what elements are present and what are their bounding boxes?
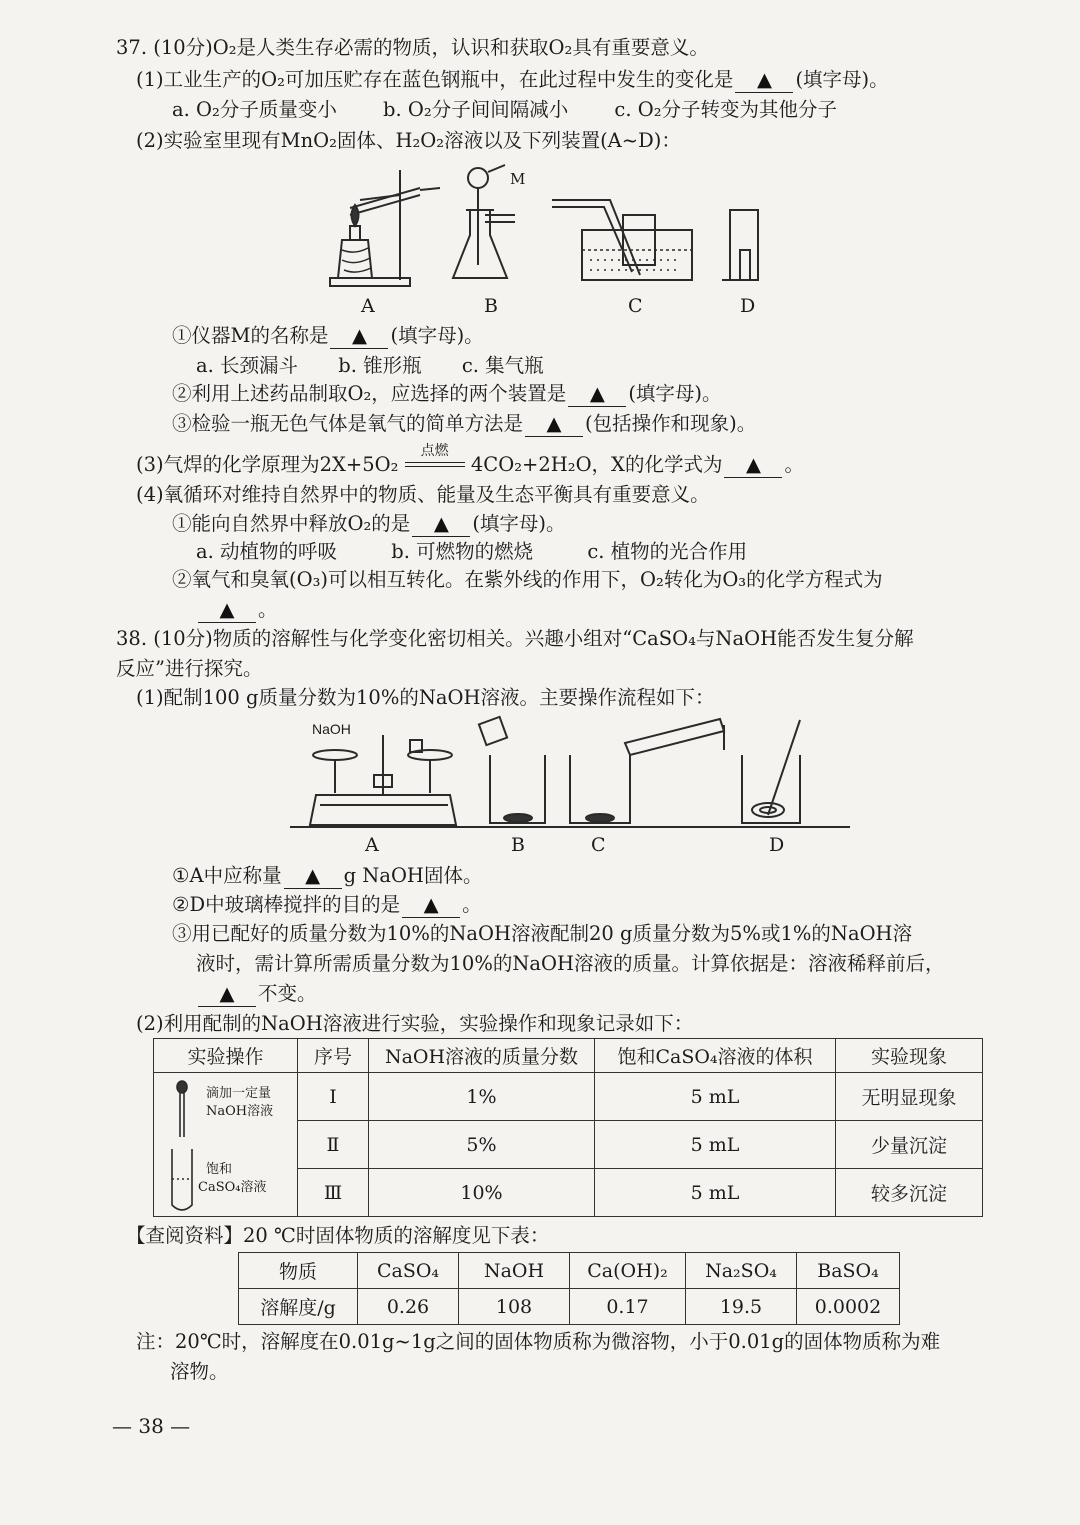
option-c: c. O₂分子转变为其他分子 <box>614 98 838 121</box>
table-header: Na₂SO₄ <box>686 1253 797 1289</box>
q37-part4-sub1: ①能向自然界中释放O₂的是 ▲ (填字母)。 <box>172 512 566 535</box>
table-row <box>239 1289 900 1325</box>
note-line2: 溶物。 <box>170 1360 229 1383</box>
apparatus-label-d: D <box>740 295 756 317</box>
q37-part2: (2)实验室里现有MnO₂固体、H₂O₂溶液以及下列装置(A~D)： <box>136 129 681 152</box>
answer-blank[interactable]: ▲ <box>724 453 782 478</box>
table-header: 序号 <box>298 1039 369 1073</box>
table-cell: 少量沉淀 <box>836 1121 983 1169</box>
procedure-label-a: A <box>365 834 379 856</box>
table-cell: 10% <box>369 1169 595 1217</box>
answer-blank[interactable]: ▲ <box>198 982 256 1007</box>
table-cell: 5 mL <box>595 1073 836 1121</box>
funnel-label-m: M <box>510 170 526 188</box>
q38-sub3-line1: ③用已配好的质量分数为10%的NaOH溶液配制20 g质量分数为5%或1%的NaOH溶 <box>172 922 913 945</box>
q37-part1: (1)工业生产的O₂可加压贮存在蓝色钢瓶中，在此过程中发生的变化是 ▲ (填字母)。 <box>136 68 889 91</box>
table-header: 物质 <box>239 1253 358 1289</box>
table-cell: 5% <box>369 1121 595 1169</box>
answer-blank[interactable]: ▲ <box>330 324 388 349</box>
q38-part1: (1)配制100 g质量分数为10%的NaOH溶液。主要操作流程如下： <box>136 686 715 709</box>
answer-blank[interactable]: ▲ <box>284 864 342 889</box>
note-line1: 注：20℃时，溶解度在0.01g~1g之间的固体物质称为微溶物，小于0.01g的固体物质称为难 <box>136 1330 941 1353</box>
q37-part4: (4)氧循环对维持自然界中的物质、能量及生态平衡具有重要意义。 <box>136 483 710 506</box>
q38-heading-line2: 反应”进行探究。 <box>116 657 263 680</box>
balance-label-naoh: NaOH <box>312 721 351 737</box>
q37-heading: 37. (10分)O₂是人类生存必需的物质，认识和获取O₂具有重要意义。 <box>116 36 709 59</box>
table-cell: 19.5 <box>686 1289 797 1325</box>
table-cell: 溶解度/g <box>239 1289 358 1325</box>
reaction-equals-sign <box>405 462 465 467</box>
table-cell: 5 mL <box>595 1121 836 1169</box>
q37-sub2: ②利用上述药品制取O₂，应选择的两个装置是 ▲ (填字母)。 <box>172 382 722 405</box>
q38-heading-line1: 38. (10分)物质的溶解性与化学变化密切相关。兴趣小组对“CaSO₄与NaOH能否发生复分解 <box>116 627 914 650</box>
table-header: BaSO₄ <box>797 1253 900 1289</box>
apparatus-figure-a-d <box>320 160 780 300</box>
answer-blank[interactable]: ▲ <box>525 412 583 437</box>
procedure-label-c: C <box>591 834 606 856</box>
q37-part4-sub2: ②氧气和臭氧(O₃)可以相互转化。在紫外线的作用下，O₂转化为O₃的化学方程式为 <box>172 568 883 591</box>
table-cell: 108 <box>459 1289 570 1325</box>
procedure-label-b: B <box>511 834 525 856</box>
q38-part2: (2)利用配制的NaOH溶液进行实验，实验操作和现象记录如下： <box>136 1012 694 1035</box>
table-header: NaOH溶液的质量分数 <box>369 1039 595 1073</box>
operation-illustration-cell <box>154 1073 298 1217</box>
answer-blank[interactable]: ▲ <box>198 598 256 623</box>
q37-part1-options <box>172 96 837 124</box>
table-cell: 0.17 <box>570 1289 686 1325</box>
table-header: CaSO₄ <box>358 1253 459 1289</box>
answer-blank[interactable]: ▲ <box>735 68 793 93</box>
table-cell: 0.26 <box>358 1289 459 1325</box>
procedure-label-d: D <box>769 834 785 856</box>
procedure-figure-a-d <box>290 715 850 840</box>
experiment-table <box>153 1038 983 1217</box>
table-header-row <box>154 1039 983 1073</box>
answer-blank[interactable]: ▲ <box>412 512 470 537</box>
table-header-row <box>239 1253 900 1289</box>
table-header: 饱和CaSO₄溶液的体积 <box>595 1039 836 1073</box>
table-header: NaOH <box>459 1253 570 1289</box>
q38-sub1: ①A中应称量 ▲ g NaOH固体。 <box>172 864 483 887</box>
answer-blank[interactable]: ▲ <box>568 382 626 407</box>
q37-sub3: ③检验一瓶无色气体是氧气的简单方法是 ▲ (包括操作和现象)。 <box>172 412 757 435</box>
reaction-condition: 点燃 <box>420 443 449 459</box>
q38-sub3-line2: 液时，需计算所需质量分数为10%的NaOH溶液的质量。计算依据是：溶液稀释前后， <box>196 952 945 975</box>
table-row <box>154 1073 983 1121</box>
option-a: a. O₂分子质量变小 <box>172 98 337 121</box>
table-cell: 5 mL <box>595 1169 836 1217</box>
apparatus-label-c: C <box>628 295 643 317</box>
table-header: 实验现象 <box>836 1039 983 1073</box>
apparatus-label-b: B <box>484 295 498 317</box>
table-cell: Ⅰ <box>298 1073 369 1121</box>
table-cell: Ⅱ <box>298 1121 369 1169</box>
table-cell: 0.0002 <box>797 1289 900 1325</box>
table-cell: 无明显现象 <box>836 1073 983 1121</box>
table-header: Ca(OH)₂ <box>570 1253 686 1289</box>
solubility-table <box>238 1252 900 1325</box>
page-number: — 38 — <box>112 1414 191 1438</box>
table-header: 实验操作 <box>154 1039 298 1073</box>
dropper-tube-icon <box>162 1079 202 1219</box>
reference-title: 【查阅资料】20 ℃时固体物质的溶解度见下表： <box>126 1224 550 1247</box>
table-cell: 较多沉淀 <box>836 1169 983 1217</box>
q37-part3: (3)气焊的化学原理为2X+5O₂ 点燃 4CO₂+2H₂O，X的化学式为 ▲ 。 <box>136 443 804 476</box>
option-b: b. O₂分子间间隔减小 <box>383 98 569 121</box>
q38-sub3-line3: ▲ 不变。 <box>196 980 317 1008</box>
table-cell: Ⅲ <box>298 1169 369 1217</box>
q37-part4-options: a. 动植物的呼吸 b. 可燃物的燃烧 c. 植物的光合作用 <box>196 540 748 563</box>
operation-label-saturated: 饱和 CaSO₄溶液 <box>198 1162 267 1195</box>
q37-part4-sub2-answer: ▲ 。 <box>196 596 278 624</box>
q38-sub2: ②D中玻璃棒搅拌的目的是 ▲ 。 <box>172 893 482 916</box>
answer-blank[interactable]: ▲ <box>402 893 460 918</box>
table-cell: 1% <box>369 1073 595 1121</box>
operation-label-add: 滴加一定量 NaOH溶液 <box>206 1086 274 1119</box>
q37-sub1-options: a. 长颈漏斗 b. 锥形瓶 c. 集气瓶 <box>196 354 544 377</box>
apparatus-label-a: A <box>361 295 375 317</box>
q37-sub1: ①仪器M的名称是 ▲ (填字母)。 <box>172 324 484 347</box>
